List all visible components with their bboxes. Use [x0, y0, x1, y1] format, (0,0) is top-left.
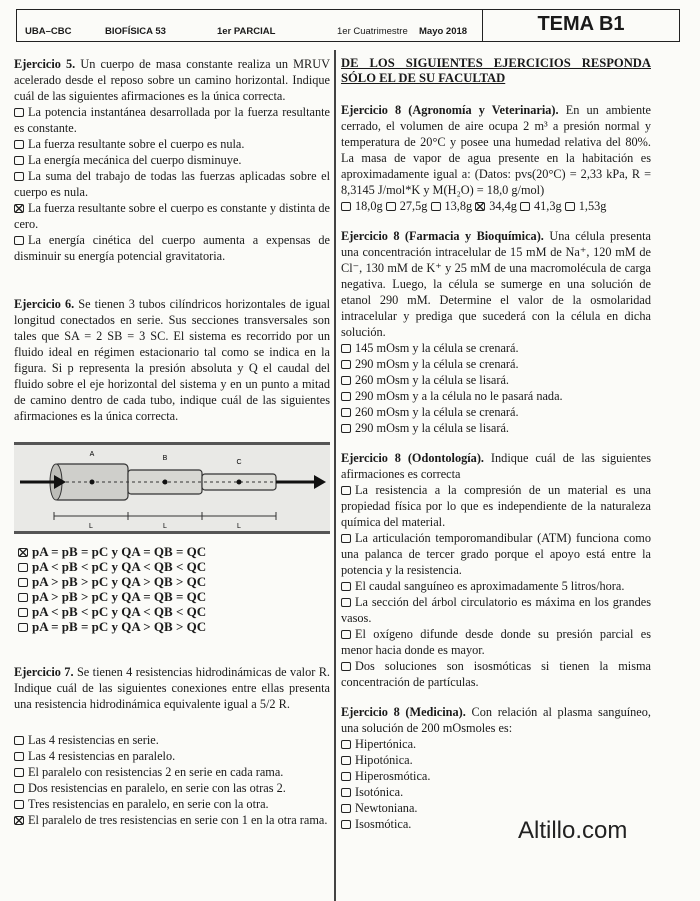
option[interactable]: pA < pB < pC y QA < QB < QC	[14, 604, 330, 619]
checkbox[interactable]	[341, 392, 351, 401]
checkbox[interactable]	[386, 202, 396, 211]
institution: UBA–CBC	[25, 26, 72, 37]
exercise-7	[14, 664, 330, 712]
label-b: B	[162, 455, 168, 462]
exercise-6	[14, 296, 330, 424]
option[interactable]: La sección del árbol circulatorio es máxima en los grandes vasos.	[341, 595, 651, 625]
option[interactable]: Hiperosmótica.	[341, 768, 651, 784]
checkbox[interactable]	[341, 486, 351, 495]
option[interactable]: 260 mOsm y la célula se crenará.	[341, 404, 651, 420]
exam-header	[16, 9, 680, 42]
exercise-data: (Datos: pvs(20°C) = 2,33 kPa, R = 8,3145 J/mol*K y M(H₂O) = 18,0 g/mol)	[341, 167, 652, 197]
exercise-statement: En un ambiente cerrado, el volumen de aire ocupa 2 m³ a presión normal y temperatura de 20°C y posee una humedad relativa del 80%. La masa de vapor de agua presente en la habitación es aproximadamente igual a:	[341, 103, 651, 181]
inline-options	[341, 198, 651, 214]
option[interactable]: Hipertónica.	[341, 736, 651, 752]
checkbox[interactable]	[14, 736, 24, 745]
option[interactable]: El paralelo con resistencias 2 en serie en cada rama.	[14, 764, 330, 780]
option[interactable]: pA = pB = pC y QA > QB > QC	[14, 619, 330, 634]
option[interactable]: Las 4 resistencias en paralelo.	[14, 748, 330, 764]
column-divider	[334, 50, 336, 901]
exercise-8-odontologia	[341, 450, 651, 482]
exercise-title: Ejercicio 6.	[14, 297, 75, 311]
exercise-title: Ejercicio 8 (Farmacia y Bioquímica).	[341, 229, 544, 243]
checkbox[interactable]	[341, 756, 351, 765]
option[interactable]: Newtoniana.	[341, 800, 651, 816]
checkbox[interactable]	[14, 108, 24, 117]
checkbox[interactable]	[14, 752, 24, 761]
exercise-statement: Con relación al plasma sanguíneo, una solución de 200 mOsmoles es:	[341, 705, 651, 735]
option[interactable]: El oxígeno difunde desde donde su presión parcial es menor hacia donde es mayor.	[341, 627, 651, 657]
checkbox[interactable]	[341, 804, 351, 813]
checkbox[interactable]	[14, 236, 24, 245]
checkbox[interactable]	[341, 344, 351, 353]
option[interactable]: 13,8g	[431, 199, 473, 213]
option[interactable]: La suma del trabajo de todas las fuerzas aplicadas sobre el cuerpo es nula.	[14, 169, 330, 199]
exercise-8-farmacia	[341, 228, 651, 340]
exercise-statement: Se tienen 3 tubos cilíndricos horizontales de igual longitud conectados en serie. Sus secciones transversales son tales que SA = 2 SB = 3 SC. El sistema es recorrido por un fluido ideal en régimen estacionario tal como se indica en la figura. Si p representa la presión absoluta y Q el caudal del fluido sobre el eje horizontal del sistema y en un punto a mitad de camino dentro de cada tubo, indique cuál de las siguientes afirmaciones es la única correcta.	[14, 297, 330, 423]
right-column	[341, 56, 651, 832]
checkbox[interactable]	[341, 740, 351, 749]
subject: BIOFÍSICA 53	[105, 26, 166, 37]
option[interactable]: La energía cinética del cuerpo aumenta a expensas de disminuir su energía potencial gravitatoria.	[14, 233, 330, 263]
checkbox[interactable]	[14, 156, 24, 165]
option[interactable]: Isotónica.	[341, 784, 651, 800]
label-l2: L	[163, 523, 167, 530]
checkbox[interactable]	[341, 424, 351, 433]
option[interactable]: 145 mOsm y la célula se crenará.	[341, 340, 651, 356]
option[interactable]: pA > pB > pC y QA = QB = QC	[14, 589, 330, 604]
checkbox[interactable]	[14, 800, 24, 809]
exercise-statement: Una célula presenta una concentración intracelular de 15 mM de Na⁺, 120 mM de Cl⁻, 130 mM de K⁺ y 25 mM de una macromolécula de carga negativa. Luego, la célula se sumerge en una solución de etanol 290 mM. Determine el valor de la osmolaridad intracelular y prediga que sucederá con la célula en dicha solución.	[341, 229, 652, 339]
checkbox-marked[interactable]	[14, 204, 24, 213]
tubes-diagram	[14, 442, 330, 534]
option[interactable]: pA < pB < pC y QA < QB < QC	[14, 559, 330, 574]
exam-date: Mayo 2018	[419, 26, 468, 37]
left-column	[14, 56, 330, 828]
option[interactable]: Dos soluciones son isosmóticas si tienen la misma concentración de partículas.	[341, 659, 651, 689]
checkbox[interactable]	[341, 408, 351, 417]
option[interactable]: La articulación temporomandibular (ATM) funciona como una palanca de tercer grado porque el apoyo está entre la potencia y la resistencia.	[341, 531, 651, 577]
option[interactable]: 41,3g	[520, 199, 562, 213]
checkbox[interactable]	[341, 202, 351, 211]
option[interactable]: El caudal sanguíneo es aproximadamente 5 litros/hora.	[341, 578, 651, 594]
checkbox-marked[interactable]	[14, 816, 24, 825]
option[interactable]: La resistencia a la compresión de un material es una propiedad física por lo que es independiente de la naturaleza química del material.	[341, 483, 651, 529]
checkbox[interactable]	[341, 582, 351, 591]
checkbox[interactable]	[18, 608, 28, 617]
option[interactable]: Isosmótica.	[341, 816, 651, 832]
exam-name: 1er PARCIAL	[217, 26, 276, 37]
option[interactable]: El paralelo de tres resistencias en serie con 1 en la otra rama.	[14, 812, 330, 828]
checkbox[interactable]	[565, 202, 575, 211]
exercise-8-agronomia	[341, 102, 651, 198]
tema-label: TEMA B1	[482, 9, 679, 42]
tubes-figure	[14, 442, 330, 534]
exercise-statement: Se tienen 4 resistencias hidrodinámicas de valor R. Indique cuál de las siguientes conexiones entre ellas presenta una resistencia hidrodinámica equivalente igual a 5/2 R.	[14, 665, 330, 711]
checkbox-marked[interactable]	[18, 548, 28, 557]
checkbox[interactable]	[431, 202, 441, 211]
option[interactable]: La fuerza resultante sobre el cuerpo es constante y distinta de cero.	[14, 201, 330, 231]
checkbox[interactable]	[18, 593, 28, 602]
faculty-instructions: DE LOS SIGUIENTES EJERCICIOS RESPONDA SÓLO EL DE SU FACULTAD	[341, 56, 651, 85]
checkbox[interactable]	[341, 360, 351, 369]
option[interactable]: Dos resistencias en paralelo, en serie con las otras 2.	[14, 780, 330, 796]
checkbox[interactable]	[341, 788, 351, 797]
checkbox[interactable]	[14, 140, 24, 149]
checkbox[interactable]	[341, 376, 351, 385]
checkbox[interactable]	[520, 202, 530, 211]
exercise-statement: Indique cuál de las siguientes afirmaciones es correcta	[341, 451, 651, 481]
checkbox-marked[interactable]	[475, 202, 485, 211]
exercise-title: Ejercicio 8 (Medicina).	[341, 705, 466, 719]
checkbox[interactable]	[18, 623, 28, 632]
exercise-title: Ejercicio 7.	[14, 665, 74, 679]
checkbox[interactable]	[18, 563, 28, 572]
exercise-title: Ejercicio 5.	[14, 57, 76, 71]
exercise-title: Ejercicio 8 (Odontología).	[341, 451, 485, 465]
checkbox[interactable]	[341, 630, 351, 639]
exercise-8-medicina	[341, 704, 651, 736]
option[interactable]: pA = pB = pC y QA = QB = QC	[14, 544, 330, 559]
option[interactable]: 1,53g	[565, 199, 607, 213]
option[interactable]: Hipotónica.	[341, 752, 651, 768]
option[interactable]: 34,4g	[475, 199, 517, 213]
checkbox[interactable]	[18, 578, 28, 587]
option[interactable]: 27,5g	[386, 199, 428, 213]
checkbox[interactable]	[341, 598, 351, 607]
checkbox[interactable]	[341, 772, 351, 781]
option[interactable]: Las 4 resistencias en serie.	[14, 732, 330, 748]
checkbox[interactable]	[341, 820, 351, 829]
option[interactable]: 290 mOsm y la célula se crenará.	[341, 356, 651, 372]
checkbox[interactable]	[341, 662, 351, 671]
option[interactable]: pA > pB > pC y QA > QB > QC	[14, 574, 330, 589]
option[interactable]: 290 mOsm y a la célula no le pasará nada.	[341, 388, 651, 404]
checkbox[interactable]	[14, 768, 24, 777]
label-a: A	[89, 451, 95, 458]
term: 1er Cuatrimestre	[337, 26, 408, 37]
checkbox[interactable]	[14, 172, 24, 181]
option[interactable]: 260 mOsm y la célula se lisará.	[341, 372, 651, 388]
option[interactable]: Tres resistencias en paralelo, en serie con la otra.	[14, 796, 330, 812]
site-watermark: Altillo.com	[518, 817, 628, 844]
option[interactable]: La potencia instantánea desarrollada por la fuerza resultante es constante.	[14, 105, 330, 135]
exercise-5	[14, 56, 330, 104]
option[interactable]: La energía mecánica del cuerpo disminuye.	[14, 152, 330, 168]
label-l3: L	[237, 523, 241, 530]
exercise-title: Ejercicio 8 (Agronomía y Veterinaria).	[341, 103, 559, 117]
option[interactable]: 290 mOsm y la célula se lisará.	[341, 420, 651, 436]
checkbox[interactable]	[14, 784, 24, 793]
label-c: C	[236, 459, 242, 466]
exercise-statement: Un cuerpo de masa constante realiza un MRUV acelerado desde el reposo sobre un camino horizontal. Indique cuál de las siguientes afirmaciones es la única correcta.	[14, 57, 330, 103]
option[interactable]: La fuerza resultante sobre el cuerpo es nula.	[14, 136, 330, 152]
label-l1: L	[89, 523, 93, 530]
option[interactable]: 18,0g	[341, 199, 383, 213]
checkbox[interactable]	[341, 534, 351, 543]
